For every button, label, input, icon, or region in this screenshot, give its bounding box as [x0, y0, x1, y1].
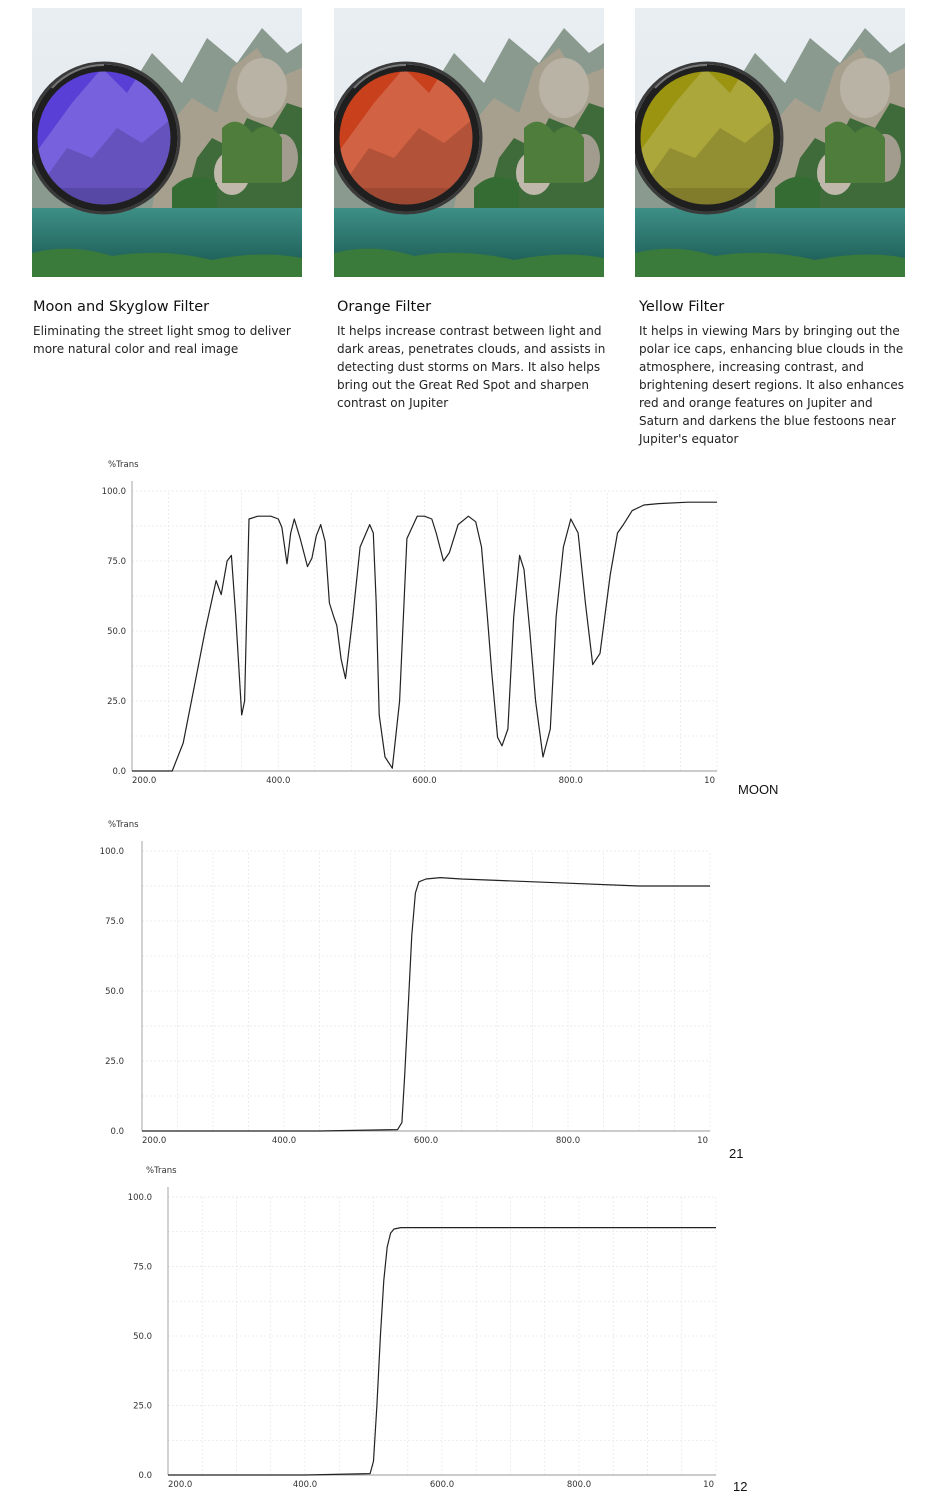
x-tick-label: 200.0: [168, 1480, 193, 1490]
chart-name-label: MOON: [738, 782, 779, 797]
y-tick-label: 0.0: [138, 1471, 152, 1481]
transmission-curve: [142, 878, 710, 1131]
y-tick-label: 100.0: [99, 847, 124, 857]
filter-image-yellow: [635, 8, 905, 277]
y-tick-label: 50.0: [105, 987, 124, 997]
x-tick-label: 10: [703, 1480, 714, 1490]
x-tick-label: 10: [704, 776, 715, 786]
x-tick-label: 400.0: [292, 1480, 318, 1490]
x-tick-label: 600.0: [412, 776, 437, 786]
y-tick-label: 0.0: [112, 767, 126, 777]
x-tick-label: 800.0: [558, 776, 583, 786]
y-tick-label: 75.0: [133, 1262, 152, 1273]
y-tick-label: 0.0: [110, 1127, 124, 1137]
filter-description: It helps in viewing Mars by bringing out the polar ice caps, enhancing blue clouds in the atmosphere, increasing contrast, and brightening desert regions. It also enhances red and orange features on Jupiter and Saturn and darkens the blue festoons near Jupiter's equator: [639, 324, 905, 446]
filter-description: It helps increase contrast between light and dark areas, penetrates clouds, and assists in detecting dust storms on Mars. It also helps bring out the Great Red Spot and sharpen contrast on Jupiter: [337, 324, 606, 410]
y-tick-label: 25.0: [107, 697, 126, 707]
chart-svg: [0, 450, 930, 805]
x-tick-label: 200.0: [142, 1136, 167, 1146]
chart-name-label: 21: [729, 1146, 744, 1161]
x-tick-label: 800.0: [566, 1480, 592, 1490]
x-tick-label: 400.0: [266, 776, 291, 786]
x-tick-label: 600.0: [413, 1136, 439, 1146]
filter-info-moon: [33, 297, 305, 358]
x-tick-label: 600.0: [429, 1480, 455, 1490]
transmission-chart-12: [0, 1165, 930, 1500]
filter-title: Yellow Filter: [639, 299, 725, 315]
y-tick-label: 75.0: [105, 917, 124, 927]
y-tick-label: 75.0: [107, 557, 126, 567]
x-tick-label: 400.0: [271, 1136, 297, 1146]
filter-image-orange: [334, 8, 604, 277]
transmission-chart-moon: [0, 450, 930, 805]
x-tick-label: 200.0: [132, 776, 157, 786]
y-tick-label: 25.0: [105, 1057, 124, 1067]
transmission-chart-21: [0, 810, 930, 1165]
chart-svg: [0, 1165, 930, 1500]
filter-image-moon: [32, 8, 302, 277]
x-tick-label: 10: [697, 1136, 708, 1146]
y-tick-label: 25.0: [133, 1401, 152, 1412]
filter-description: Eliminating the street light smog to deliver more natural color and real image: [33, 324, 291, 356]
chart-svg: [0, 810, 930, 1165]
chart-grid: [142, 851, 710, 1131]
y-axis-label: %Trans: [108, 820, 139, 830]
x-tick-label: 800.0: [555, 1136, 581, 1146]
filter-title: Moon and Skyglow Filter: [33, 299, 210, 315]
chart-grid: [168, 1197, 716, 1475]
y-tick-label: 100.0: [101, 487, 126, 497]
filter-info-orange: [337, 297, 609, 412]
filter-title: Orange Filter: [337, 299, 432, 315]
y-tick-label: 50.0: [107, 627, 126, 637]
chart-name-label: 12: [733, 1479, 748, 1494]
y-axis-label: %Trans: [146, 1166, 177, 1176]
y-axis-label: %Trans: [108, 460, 139, 470]
y-tick-label: 100.0: [127, 1193, 152, 1203]
chart-grid: [132, 491, 717, 771]
filter-info-yellow: [639, 297, 911, 448]
y-tick-label: 50.0: [133, 1332, 152, 1342]
